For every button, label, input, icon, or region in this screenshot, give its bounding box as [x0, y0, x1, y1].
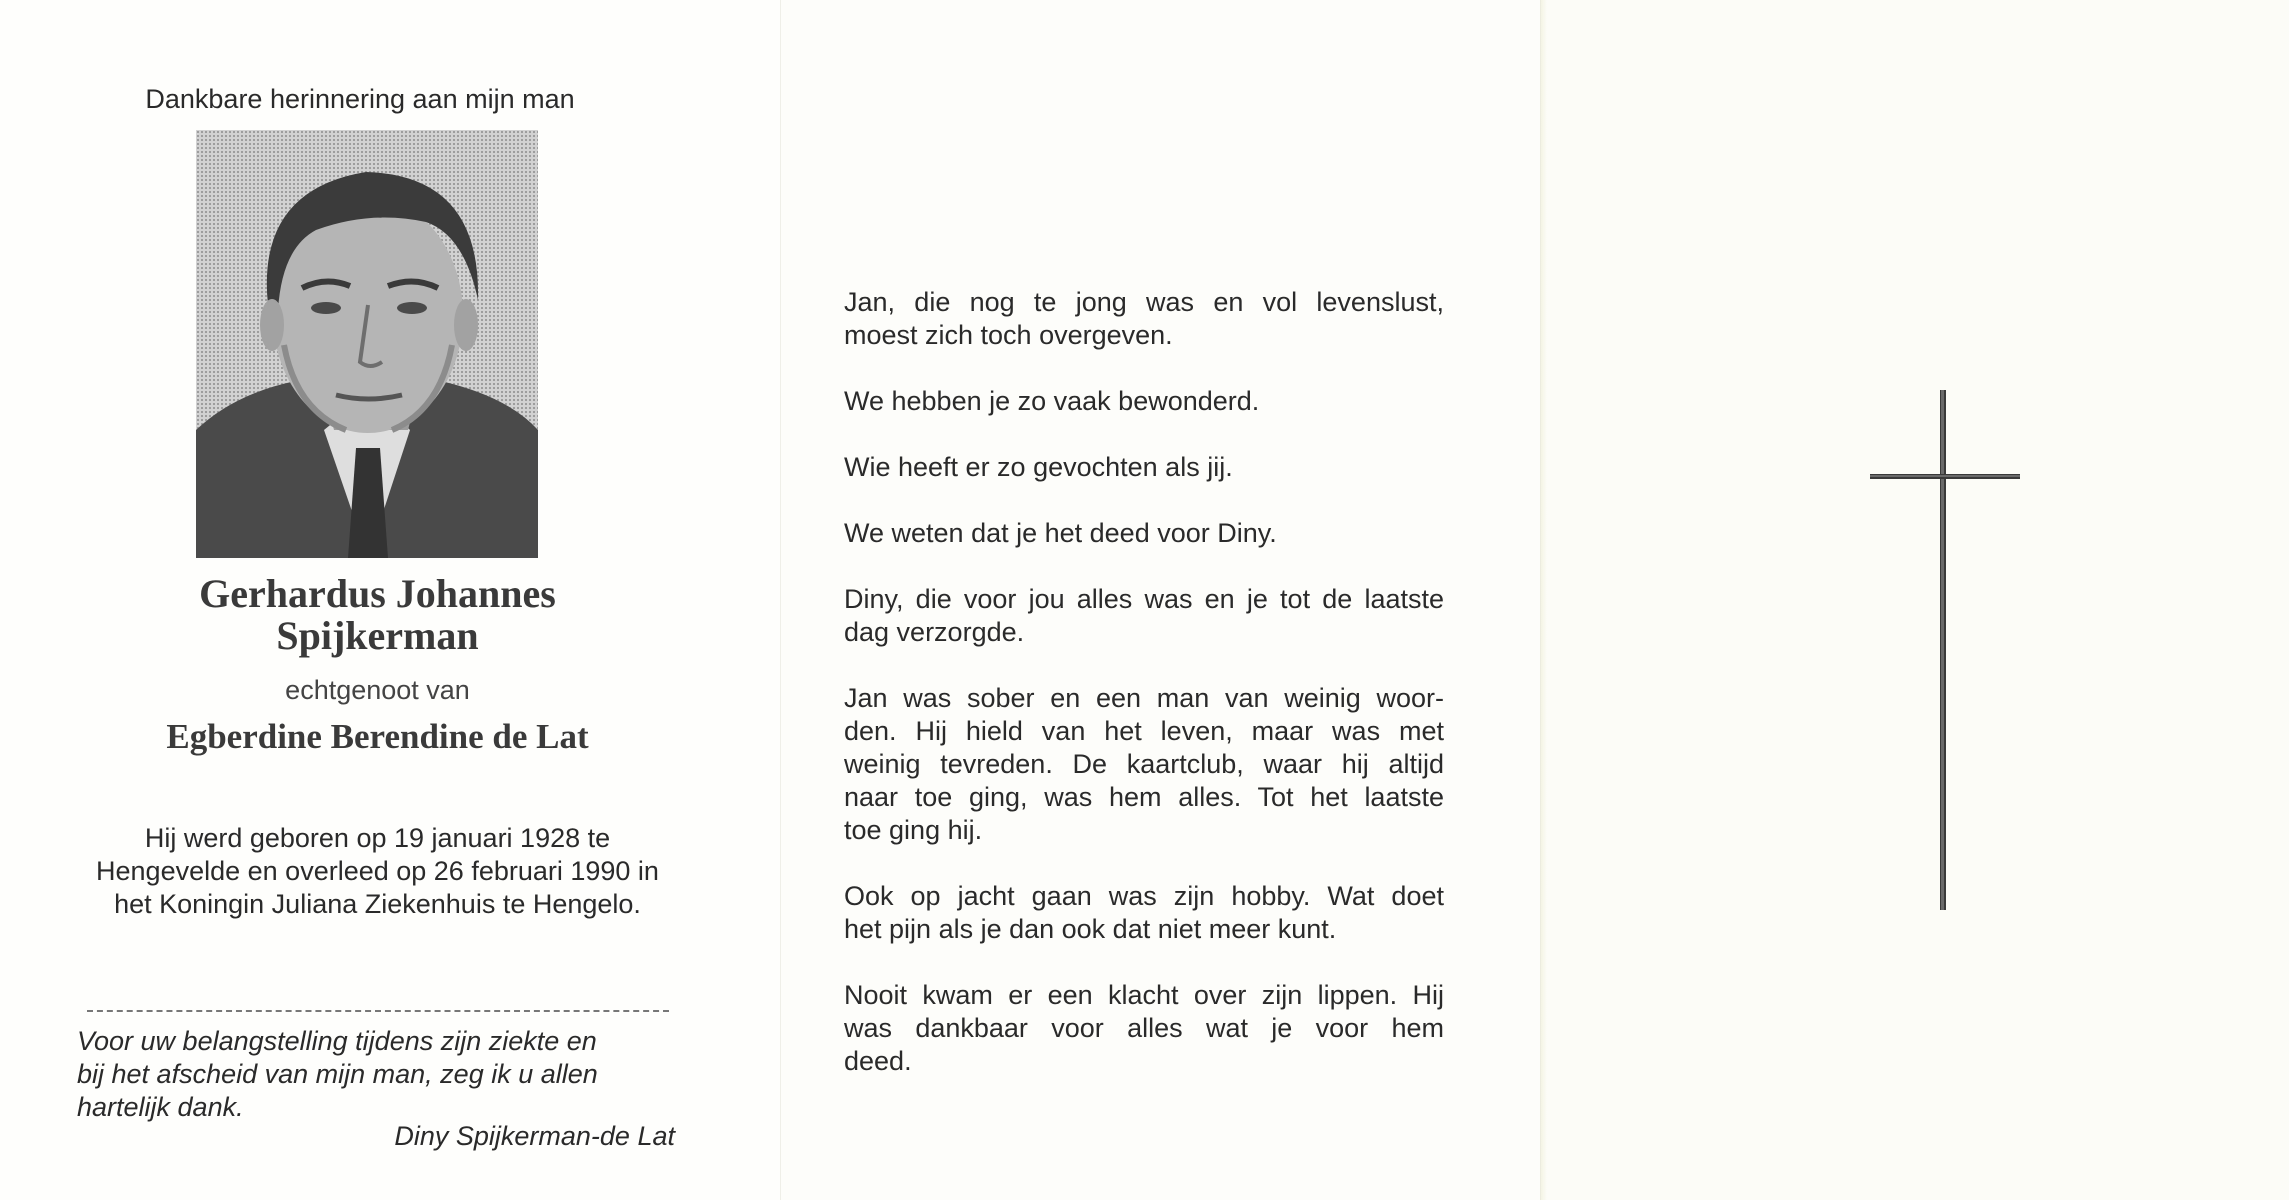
poem-line: weinig tevreden. De kaartclub, waar hij altijd: [844, 749, 1444, 779]
birth-death-info: [70, 822, 685, 921]
birth-line: Hengevelde en overleed op 26 februari 1990 in: [96, 856, 659, 886]
poem-stanza: [844, 517, 1444, 550]
poem-line: We weten dat je het deed voor Diny.: [844, 518, 1277, 548]
poem-stanza: [844, 385, 1444, 418]
poem-line: deed.: [844, 1046, 912, 1076]
deceased-first-names: Gerhardus Johannes: [199, 571, 556, 616]
memorial-poem: [844, 286, 1444, 1111]
poem-line: Jan, die nog te jong was en vol levenslust,: [844, 287, 1444, 317]
poem-line: Nooit kwam er een klacht over zijn lippen. Hij: [844, 980, 1444, 1010]
poem-line: moest zich toch overgeven.: [844, 320, 1173, 350]
poem-line: Ook op jacht gaan was zijn hobby. Wat doet: [844, 881, 1444, 911]
poem-line: We hebben je zo vaak bewonderd.: [844, 386, 1260, 416]
thanks-line: bij het afscheid van mijn man, zeg ik u allen: [77, 1059, 598, 1089]
poem-line: was dankbaar voor alles wat je voor hem: [844, 1013, 1444, 1043]
divider-line: [87, 1010, 669, 1012]
spouse-name: Egberdine Berendine de Lat: [166, 717, 589, 756]
poem-line: Jan was sober en een man van weinig woor-: [844, 683, 1444, 713]
thanks-line: hartelijk dank.: [77, 1092, 244, 1122]
deceased-surname: Spijkerman: [276, 613, 479, 658]
poem-line: toe ging hij.: [844, 815, 983, 845]
poem-stanza: [844, 979, 1444, 1078]
poem-line: dag verzorgde.: [844, 617, 1025, 647]
dedication-text: Dankbare herinnering aan mijn man: [145, 84, 575, 114]
birth-line: het Koningin Juliana Ziekenhuis te Hengelo.: [114, 889, 641, 919]
portrait-illustration: [196, 130, 538, 558]
poem-stanza: [844, 682, 1444, 847]
birth-line: Hij werd geboren op 19 januari 1928 te: [144, 823, 611, 853]
poem-stanza: [844, 451, 1444, 484]
left-panel: [0, 0, 780, 1200]
portrait-photo: [196, 130, 538, 558]
poem-line: naar toe ging, was hem alles. Tot het laatste: [844, 782, 1444, 812]
poem-stanza: [844, 286, 1444, 352]
poem-stanza: [844, 583, 1444, 649]
poem-line: Diny, die voor jou alles was en je tot de laatste: [844, 584, 1444, 614]
poem-stanza: [844, 880, 1444, 946]
poem-line: Wie heeft er zo gevochten als jij.: [844, 452, 1233, 482]
signature: Diny Spijkerman-de Lat: [394, 1121, 675, 1151]
spouse-intro: echtgenoot van: [285, 675, 470, 705]
poem-line: den. Hij hield van het leven, maar was met: [844, 716, 1444, 746]
thanks-line: Voor uw belangstelling tijdens zijn ziekte en: [77, 1026, 597, 1056]
poem-line: het pijn als je dan ook dat niet meer kunt.: [844, 914, 1337, 944]
cross-icon: [1865, 390, 2025, 910]
thanks-message: [77, 1025, 677, 1124]
